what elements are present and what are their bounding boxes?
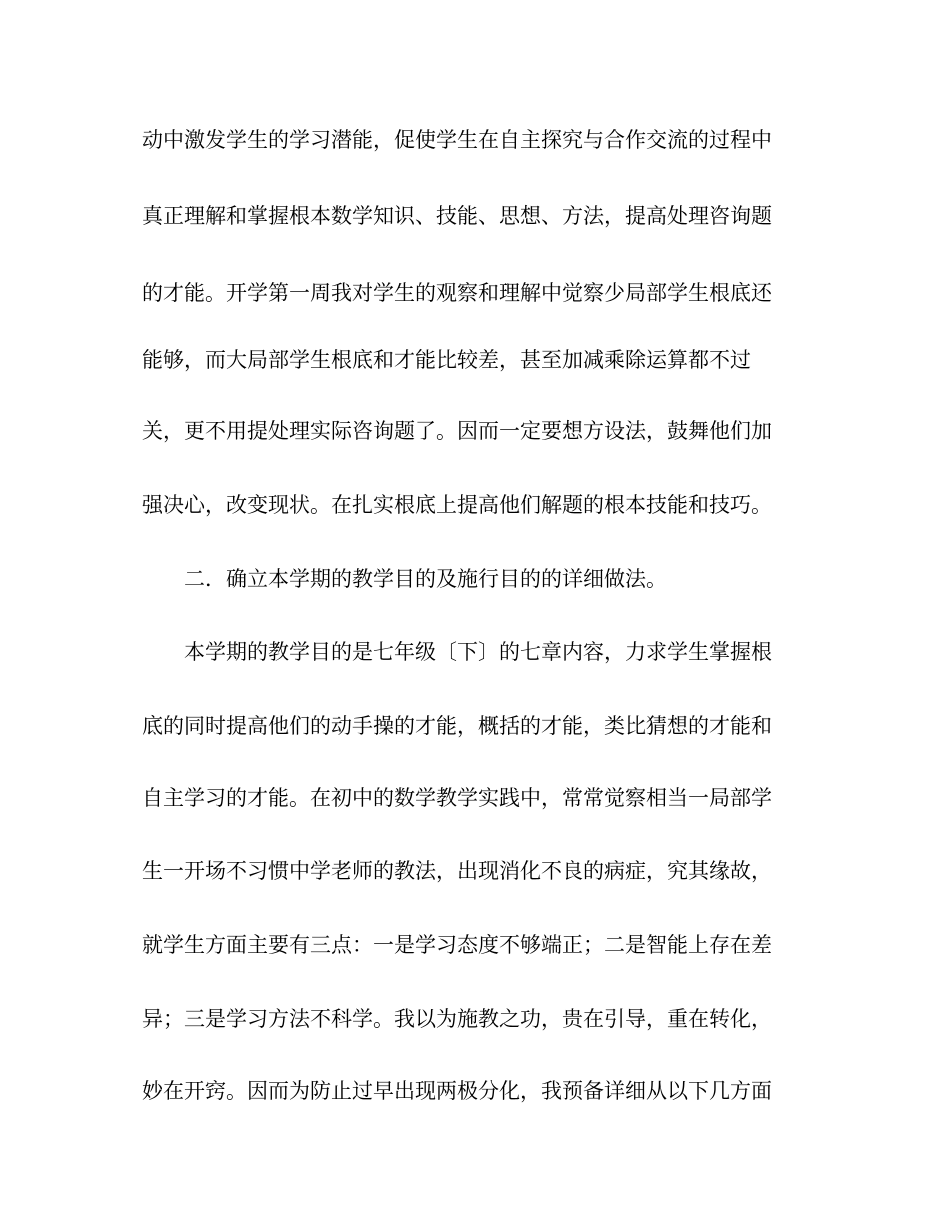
paragraph-line: 强决心，改变现状。在扎实根底上提高他们解题的根本技能和技巧。	[142, 493, 772, 517]
paragraph-line: 真正理解和掌握根本数学知识、技能、思想、方法，提高处理咨询题	[142, 204, 772, 228]
paragraph-line: 本学期的教学目的是七年级〔下〕的七章内容，力求学生掌握根	[184, 640, 772, 664]
section-heading: 二．确立本学期的教学目的及施行目的的详细做法。	[184, 567, 667, 591]
paragraph-line: 能够，而大局部学生根底和才能比较差，甚至加减乘除运算都不过	[142, 348, 751, 372]
paragraph-line: 关，更不用提处理实际咨询题了。因而一定要想方设法，鼓舞他们加	[142, 419, 772, 443]
paragraph-line: 妙在开窍。因而为防止过早出现两极分化，我预备详细从以下几方面	[142, 1079, 772, 1103]
paragraph-line: 动中激发学生的学习潜能，促使学生在自主探究与合作交流的过程中	[142, 128, 772, 152]
paragraph-line: 异；三是学习方法不科学。我以为施教之功，贵在引导，重在转化，	[142, 1007, 772, 1031]
paragraph-line: 底的同时提高他们的动手操的才能，概括的才能，类比猜想的才能和	[142, 714, 772, 738]
paragraph-line: 就学生方面主要有三点：一是学习态度不够端正；二是智能上存在差	[142, 933, 772, 957]
paragraph-line: 生一开场不习惯中学老师的教法，出现消化不良的病症，究其缘故，	[142, 859, 772, 883]
paragraph-line: 的才能。开学第一周我对学生的观察和理解中觉察少局部学生根底还	[142, 281, 772, 305]
paragraph-line: 自主学习的才能。在初中的数学教学实践中，常常觉察相当一局部学	[142, 786, 772, 810]
